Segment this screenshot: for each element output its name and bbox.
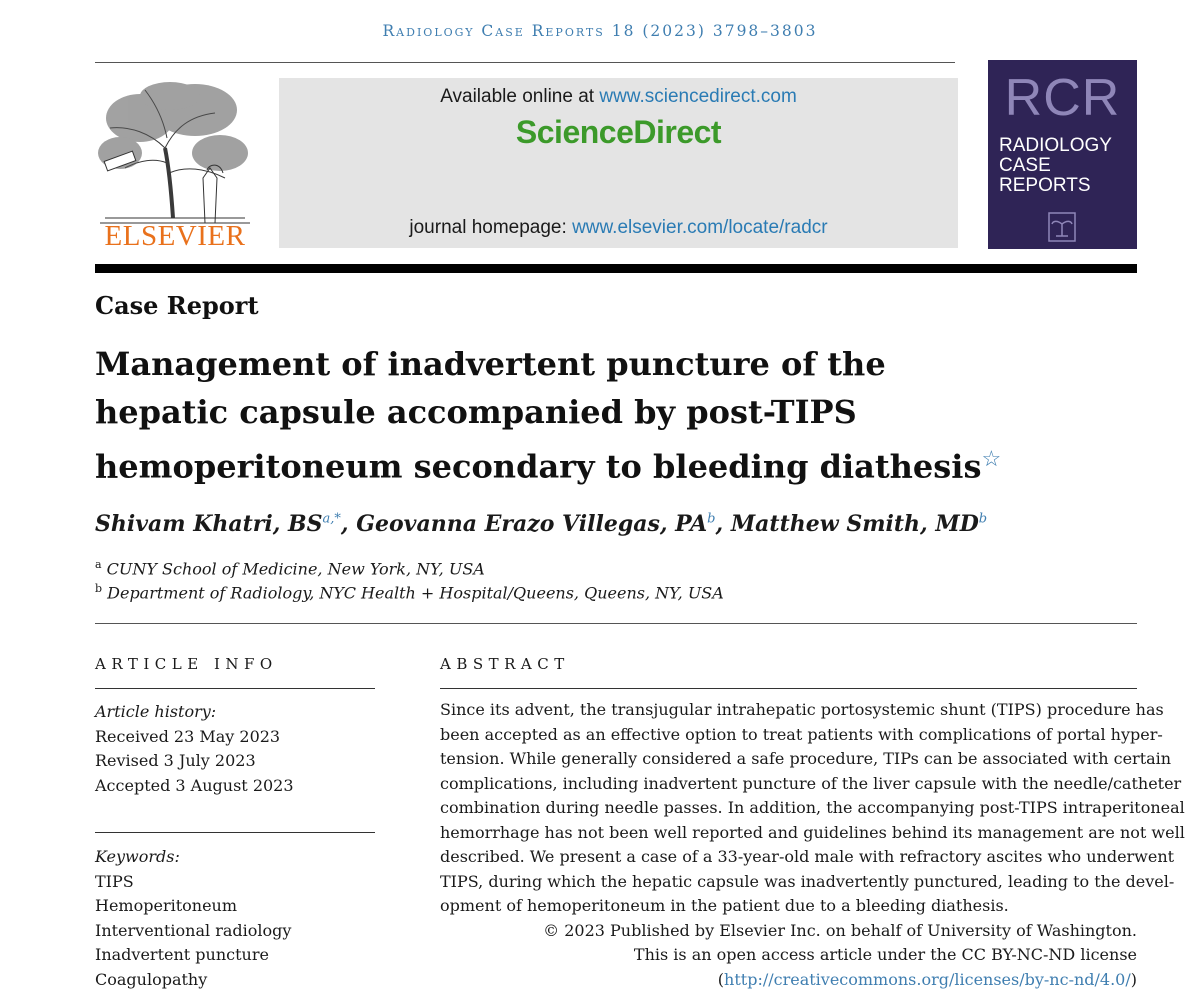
available-online-label: Available online at xyxy=(440,86,600,107)
abstract-line: been accepted as an effective option to treat patients with complications of portal hyper- xyxy=(440,724,1163,744)
sciencedirect-brand: ScienceDirect xyxy=(515,114,722,150)
affiliation-marker: a xyxy=(95,558,102,571)
received-date: Received 23 May 2023 xyxy=(95,726,281,746)
keyword-item: Hemoperitoneum xyxy=(95,896,238,915)
affiliation-a xyxy=(95,558,485,578)
abstract-line: complications, including inadvertent puncture of the liver capsule with the needle/catheter xyxy=(440,773,1182,793)
affiliation-b xyxy=(95,582,724,602)
affiliation-marker: b xyxy=(95,582,103,595)
abstract-line: hemorrhage has not been well reported and guidelines behind its management are not well xyxy=(440,822,1185,842)
keyword-item: Coagulopathy xyxy=(95,969,208,989)
author-affiliation-link[interactable]: a,* xyxy=(322,511,341,527)
abstract-line: Since its advent, the transjugular intrahepatic portosystemic shunt (TIPS) procedure has xyxy=(440,700,1164,719)
title-line-3-text: hemoperitoneum secondary to bleeding diathesis xyxy=(95,447,982,486)
keyword-item: Inadvertent puncture xyxy=(95,945,269,964)
keywords-list xyxy=(95,845,291,992)
author-list xyxy=(95,511,987,537)
abstract-line: tension. While generally considered a safe procedure, TIPs can be associated with certain xyxy=(440,749,1172,768)
journal-homepage-link[interactable]: www.elsevier.com/locate/radcr xyxy=(572,217,828,238)
accepted-date: Accepted 3 August 2023 xyxy=(95,775,294,795)
cover-elsevier-mini-logo-icon xyxy=(1048,212,1076,242)
author-separator: , xyxy=(715,511,731,537)
abstract-line: described. We present a case of a 33-year-old male with refractory ascites who underwent xyxy=(440,847,1175,866)
keywords-rule xyxy=(95,832,375,833)
masthead-rule xyxy=(95,264,1137,273)
article-type: Case Report xyxy=(95,291,259,320)
license-paren-open: ( xyxy=(717,969,725,989)
abstract-line: TIPS, during which the hepatic capsule was inadvertently punctured, leading to the devel- xyxy=(440,871,1175,891)
elsevier-wordmark: ELSEVIER xyxy=(104,220,246,252)
title-line-3 xyxy=(95,436,1045,491)
license-url-line xyxy=(440,968,1137,993)
license-link[interactable]: http://creativecommons.org/licenses/by-nc-nd/4.0/ xyxy=(724,969,1131,989)
journal-homepage-line xyxy=(279,217,958,239)
journal-cover-abbr: RCR xyxy=(1004,69,1121,127)
article-info-rule xyxy=(95,688,375,689)
author-name: Matthew Smith, MD xyxy=(730,511,979,537)
journal-cover-line3: REPORTS xyxy=(999,175,1091,196)
author-name: Shivam Khatri, BS xyxy=(95,511,323,537)
affiliation-text: CUNY School of Medicine, New York, NY, USA xyxy=(106,559,485,579)
abstract-line: opment of hemoperitoneum in the patient due to a bleeding diathesis. xyxy=(440,896,1009,915)
article-history xyxy=(95,700,294,798)
journal-homepage-label: journal homepage: xyxy=(409,217,573,238)
author-affiliation-link[interactable]: b xyxy=(707,511,716,527)
header-divider xyxy=(95,62,955,63)
article-info-heading: ARTICLE INFO xyxy=(95,655,278,673)
affiliation-text: Department of Radiology, NYC Health + Hospital/Queens, Queens, NY, USA xyxy=(107,583,724,603)
journal-cover-line1: RADIOLOGY xyxy=(999,135,1112,156)
sciencedirect-link[interactable]: www.sciencedirect.com xyxy=(599,86,797,107)
author-separator: , xyxy=(340,511,357,537)
title-line-1: Management of inadvertent puncture of the xyxy=(95,345,886,383)
abstract-line: combination during needle passes. In addition, the accompanying post-TIPS intraperitoneal xyxy=(440,798,1185,817)
license-notice: This is an open access article under the CC BY-NC-ND license xyxy=(633,945,1137,964)
section-divider xyxy=(95,623,1137,624)
keyword-item: TIPS xyxy=(95,871,134,891)
abstract-body xyxy=(440,698,1185,992)
article-title xyxy=(95,340,1045,491)
copyright-notice: © 2023 Published by Elsevier Inc. on behalf of University of Washington. xyxy=(543,920,1137,940)
author-name: Geovanna Erazo Villegas, PA xyxy=(356,511,708,537)
abstract-heading: ABSTRACT xyxy=(440,655,570,673)
title-line-2: hepatic capsule accompanied by post-TIPS xyxy=(95,393,857,431)
title-footnote-star-icon[interactable]: ☆ xyxy=(981,447,1002,472)
keyword-item: Interventional radiology xyxy=(95,920,292,940)
revised-date: Revised 3 July 2023 xyxy=(95,751,256,770)
article-history-label: Article history: xyxy=(95,702,217,721)
keywords-label: Keywords: xyxy=(95,847,180,866)
author-affiliation-link[interactable]: b xyxy=(978,511,988,527)
abstract-rule xyxy=(440,688,1137,689)
available-online-line xyxy=(279,86,958,108)
license-paren-close: ) xyxy=(1130,969,1137,989)
running-head: Radiology Case Reports 18 (2023) 3798–3803 xyxy=(382,22,818,40)
journal-cover-line2: CASE xyxy=(999,155,1051,176)
